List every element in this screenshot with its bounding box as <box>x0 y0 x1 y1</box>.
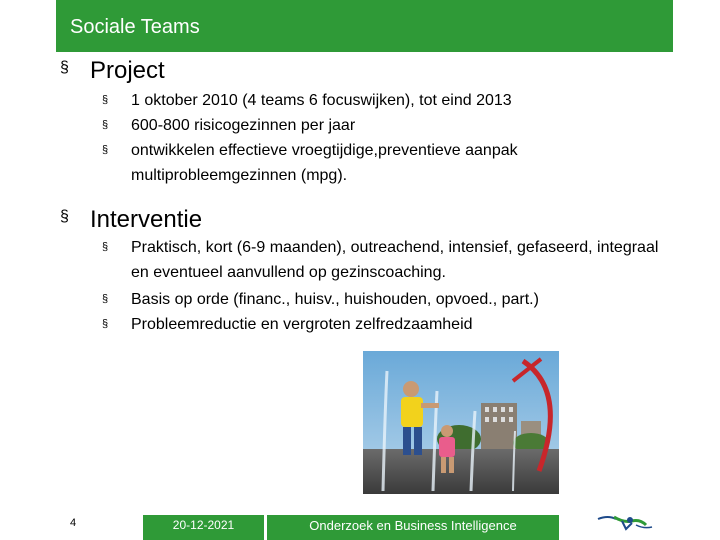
heading-text: Interventie <box>90 206 203 233</box>
photo-icon <box>363 351 559 494</box>
list-item-text: Praktisch, kort (6-9 maanden), outreachend, intensief, gefaseerd, integraal en eventueel aanvullend op gezinscoaching. <box>131 239 659 281</box>
bullet-icon: § <box>60 208 69 225</box>
title-bar <box>56 0 673 52</box>
photo-children-fountain <box>363 351 559 494</box>
bullet-icon: § <box>102 119 109 131</box>
bullet-icon: § <box>102 293 109 305</box>
bullet-icon: § <box>102 241 109 253</box>
heading-text: Project <box>90 57 165 84</box>
bullet-icon: § <box>60 59 69 76</box>
list-item-text: ontwikkelen effectieve vroegtijdige,preventieve aanpak multiprobleemgezinnen (mpg). <box>131 142 518 184</box>
list-item-text: Probleemreductie en vergroten zelfredzaamheid <box>131 316 473 333</box>
list-item-text: Basis op orde (financ., huisv., huishouden, opvoed., part.) <box>131 291 539 308</box>
slide-title: Sociale Teams <box>70 16 200 38</box>
bullet-icon: § <box>102 318 109 330</box>
list-item-text: 1 oktober 2010 (4 teams 6 focuswijken), tot eind 2013 <box>131 92 512 109</box>
page-number: 4 <box>70 517 77 529</box>
logo-bird-icon <box>596 511 654 533</box>
footer-date: 20-12-2021 <box>172 518 235 532</box>
bullet-icon: § <box>102 94 109 106</box>
logo <box>596 511 654 533</box>
footer-department: Onderzoek en Business Intelligence <box>309 518 517 533</box>
bullet-icon: § <box>102 144 109 156</box>
list-item-text: 600-800 risicogezinnen per jaar <box>131 117 356 134</box>
